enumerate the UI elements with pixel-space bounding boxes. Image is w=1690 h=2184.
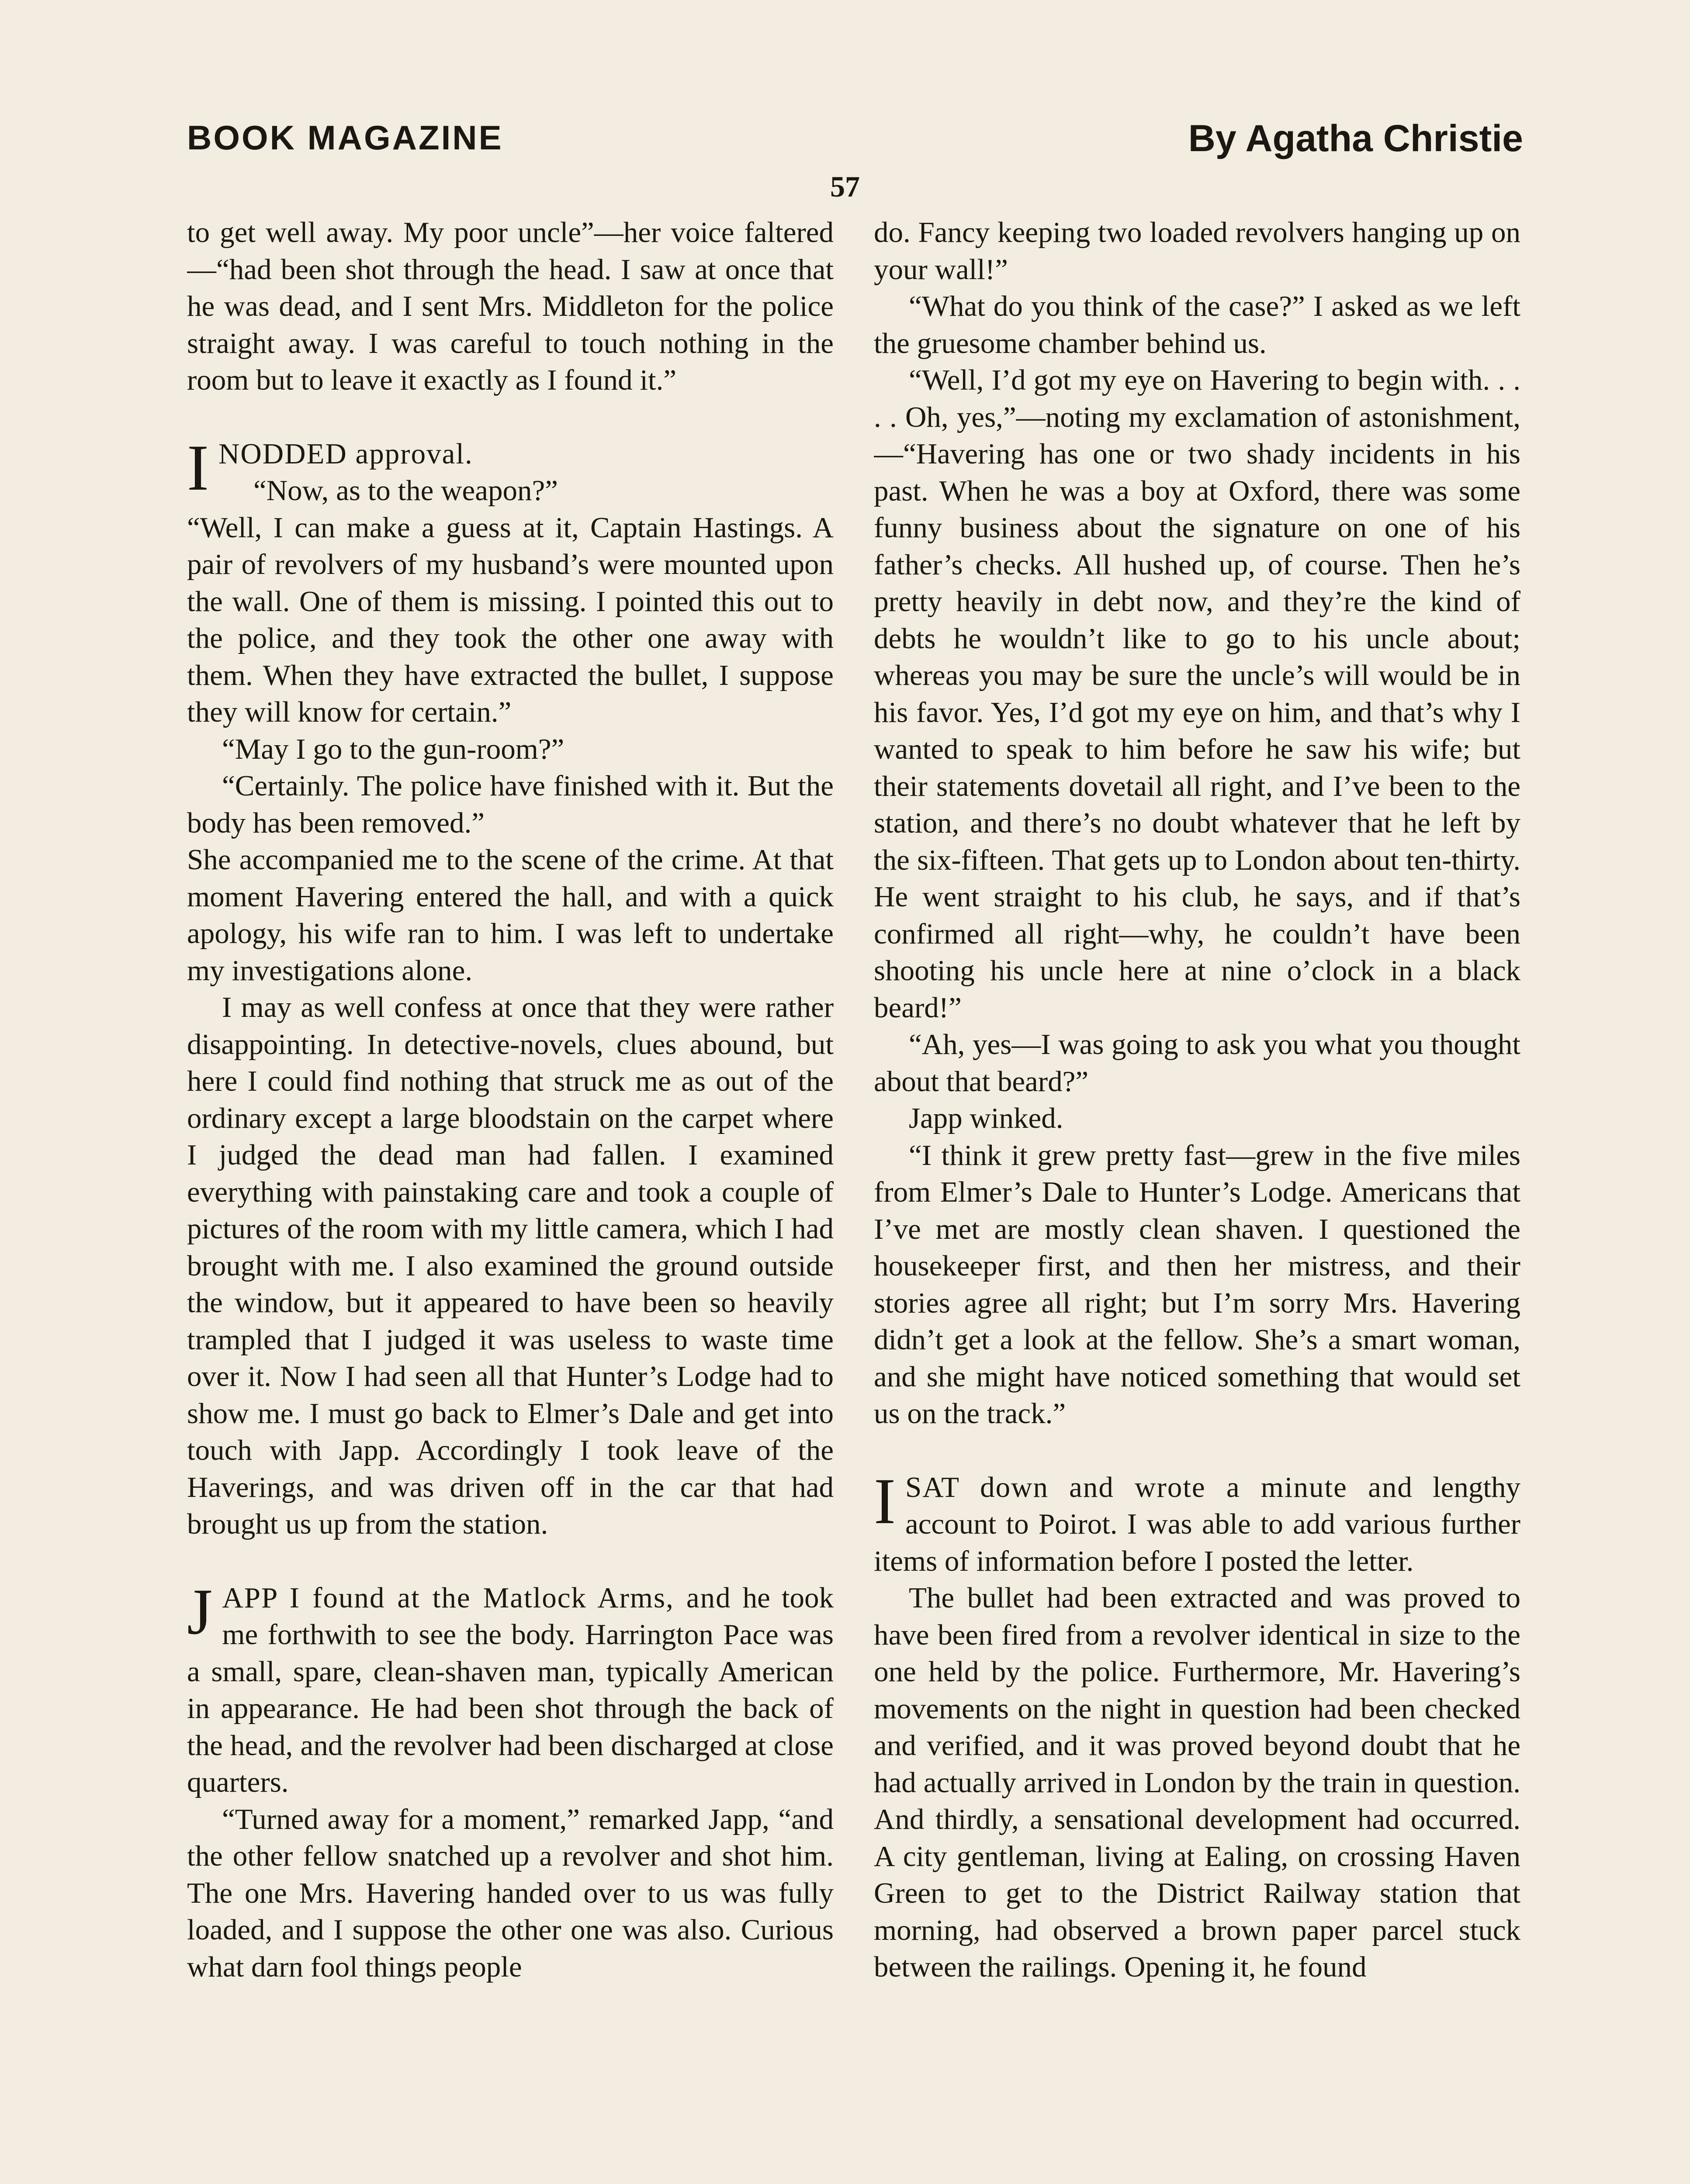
paragraph: “Well, I’d got my eye on Havering to begin with. . . . . Oh, yes,”—noting my exclamation of astonishment,—“Havering has one or two shady incidents in his past. When he was a boy at Oxford, there was some funny business about the signature on one of his father’s checks. All hushed up, of course. Then he’s pretty heavily in debt now, and they’re the kind of debts he wouldn’t like to go to his uncle about; whereas you may be sure the uncle’s will would be in his favor. Yes, I’d got my eye on him, and that’s why I wanted to speak to him before he saw his wife; but their statements dovetail all right, and I’ve been to the station, and there’s no doubt whatever that he left by the six-fifteen. That gets up to London about ten-thirty. He went straight to his club, he says, and if that’s confirmed all right—why, he couldn’t have been shooting his uncle here at nine o’clock in a black beard!” xyxy=(874,364,1520,1024)
right-column xyxy=(874,214,1520,2184)
paragraph: She accompanied me to the scene of the crime. At that moment Havering entered the hall, and with a quick apology, his wife ran to him. I was left to undertake my investigations alone. xyxy=(187,843,834,987)
paragraph: I may as well confess at once that they were rather disappointing. In detective-novels, clues abound, but here I could find nothing that struck me as out of the ordinary except a large bloodstain on the carpet where I judged the dead man had fallen. I examined everything with painstaking care and took a couple of pictures of the room with my little camera, which I had brought with me. I also examined the ground outside the window, but it appeared to have been so heavily trampled that I judged it was useless to waste time over it. Now I had seen all that Hunter’s Lodge had to show me. I must go back to Elmer’s Dale and get into touch with Japp. Accordingly I took leave of the Haverings, and was driven off in the car that had brought us up from the station. xyxy=(187,991,834,1540)
paragraph: “I think it grew pretty fast—grew in the five miles from Elmer’s Dale to Hunter’s Lodge. Americans that I’ve met are mostly clean shaven. I questioned the housekeeper first, and then her mistress, and their stories agree all right; but I’m sorry Mrs. Havering didn’t get a look at the fellow. She’s a smart woman, and she might have noticed something that would set us on the track.” xyxy=(874,1139,1520,1430)
section-paragraph xyxy=(874,1465,1520,1580)
section-paragraph xyxy=(187,1575,834,1801)
page-number: 57 xyxy=(830,170,860,203)
left-column xyxy=(187,214,834,2184)
paragraph: “What do you think of the case?” I asked as we left the gruesome chamber behind us. xyxy=(874,290,1520,359)
paragraph: “Ah, yes—I was going to ask you what you thought about that beard?” xyxy=(874,1028,1520,1098)
drop-cap: I xyxy=(874,1465,896,1538)
section-lead: APP I found at the Matlock Arms, and xyxy=(222,1581,731,1614)
paragraph: “Now, as to the weapon?” xyxy=(253,474,558,507)
paragraph: to get well away. My poor uncle”—her voice faltered—“had been shot through the head. I saw at once that he was dead, and I sent Mrs. Middleton for the police straight away. I was careful to touch nothing in the room but to leave it exactly as I found it.” xyxy=(187,216,834,396)
magazine-title: BOOK MAGAZINE xyxy=(187,118,503,157)
section-body: he took me forthwith to see the body. Harrington Pace was a small, spare, clean-shaven man, typically American in appearance. He had been shot through the back of the head, and the revolver had been discharged at close quarters. xyxy=(187,1581,834,1798)
paragraph: “Turned away for a moment,” remarked Japp, “and the other fellow snatched up a revolver and shot him. The one Mrs. Havering handed over to us was fully loaded, and I suppose the other one was also. Curious what darn fool things people xyxy=(187,1803,834,1983)
paragraph: “Well, I can make a guess at it, Captain Hastings. A pair of revolvers of my husband’s were mounted upon the wall. One of them is missing. I pointed this out to the police, and they took the other one away with them. When they have extracted the bullet, I suppose they will know for certain.” xyxy=(187,511,834,728)
section-body: lengthy account to Poirot. I was able to add various further items of information before I posted the letter. xyxy=(874,1471,1520,1577)
paragraph: do. Fancy keeping two loaded revolvers hanging up on your wall!” xyxy=(874,216,1520,286)
section-lead: SAT down and wrote a minute and xyxy=(905,1471,1413,1503)
paragraph: The bullet had been extracted and was proved to have been fired from a revolver identical in size to the one held by the police. Furthermore, Mr. Havering’s movements on the night in question had been checked and verified, and it was proved beyond doubt that he had actually arrived in London by the train in question. And thirdly, a sensational development had occurred. A city gentleman, living at Ealing, on crossing Haven Green to get to the District Railway station that morning, had observed a brown paper parcel stuck between the railings. Opening it, he found xyxy=(874,1582,1520,1983)
paragraph: “May I go to the gun-room?” xyxy=(222,733,564,765)
drop-cap: J xyxy=(187,1575,213,1648)
paragraph: “Certainly. The police have finished with it. But the body has been removed.” xyxy=(187,770,834,839)
drop-cap: I xyxy=(187,431,209,504)
section-lead: NODDED approval. xyxy=(218,437,473,470)
author-byline: By Agatha Christie xyxy=(1188,117,1523,159)
paragraph: Japp winked. xyxy=(909,1102,1063,1134)
